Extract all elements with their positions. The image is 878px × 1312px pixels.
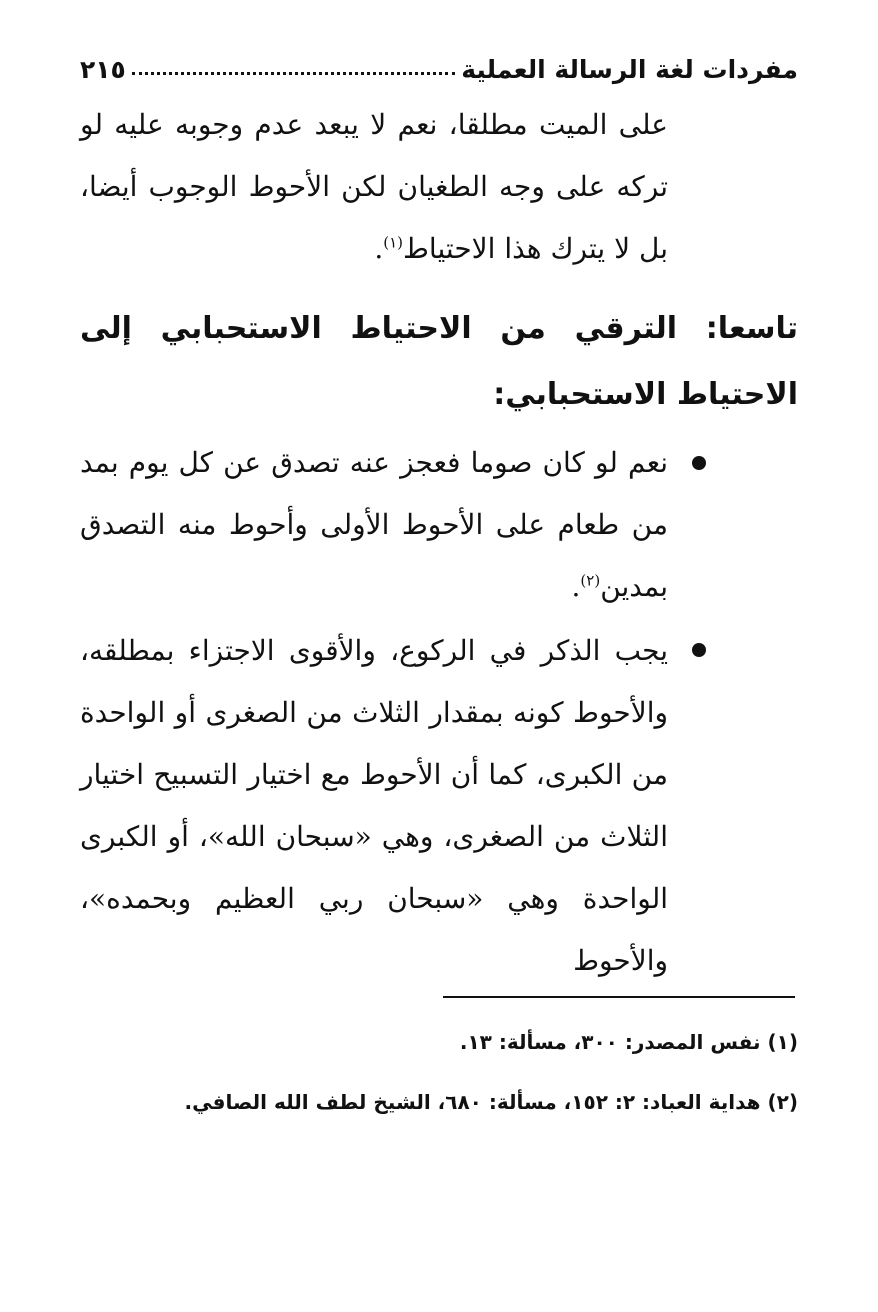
bullet-1-text xyxy=(80,432,668,618)
footnote-2: (٢) هداية العباد: ٢: ١٥٢، مسألة: ٦٨٠، الشيخ لطف الله الصافي. xyxy=(184,1090,798,1114)
section-heading: تاسعا: الترقي من الاحتياط الاستحبابي إلى الاحتياط الاستحبابي: xyxy=(80,311,798,412)
bullet-2-marker xyxy=(692,643,706,657)
paragraph-end: . xyxy=(374,232,384,265)
bullet-2-text xyxy=(80,620,668,992)
bullet-2-body: يجب الذكر في الركوع، والأقوى الاجتزاء بمطلقه، والأحوط كونه بمقدار الثلاث من الصغرى أو الواحدة من الكبرى، كما أن الأحوط مع اختيار التسبيح اختيار الثلاث من الصغرى، وهي «سبحان الله»، أو الكبرى الواحدة وهي «سبحان ربي العظيم وبحمده»، والأحوط xyxy=(80,634,668,977)
paragraph-text: على الميت مطلقا، نعم لا يبعد عدم وجوبه عليه لو تركه على وجه الطغيان لكن الأحوط الوجوب أيضا، بل لا يترك هذا الاحتياط xyxy=(80,108,669,265)
bullet-1-marker xyxy=(692,456,706,470)
header-title: مفردات لغة الرسالة العملية xyxy=(461,55,798,84)
bullet-1-end: . xyxy=(571,570,581,603)
page-number: ٢١٥ xyxy=(80,55,126,84)
footnote-1: (١) نفس المصدر: ٣٠٠، مسألة: ١٣. xyxy=(459,1030,798,1054)
bullet-1-body: نعم لو كان صوما فعجز عنه تصدق عن كل يوم بمد من طعام على الأحوط الأولى وأحوط منه التصدق بمدين xyxy=(80,446,668,603)
paragraph-continuation xyxy=(80,94,668,280)
footnote-ref-2: (٢) xyxy=(580,571,601,590)
footnote-ref-1: (١) xyxy=(383,233,404,252)
footnote-separator xyxy=(443,996,795,998)
running-header xyxy=(80,40,798,84)
header-dot-leader xyxy=(132,72,455,75)
